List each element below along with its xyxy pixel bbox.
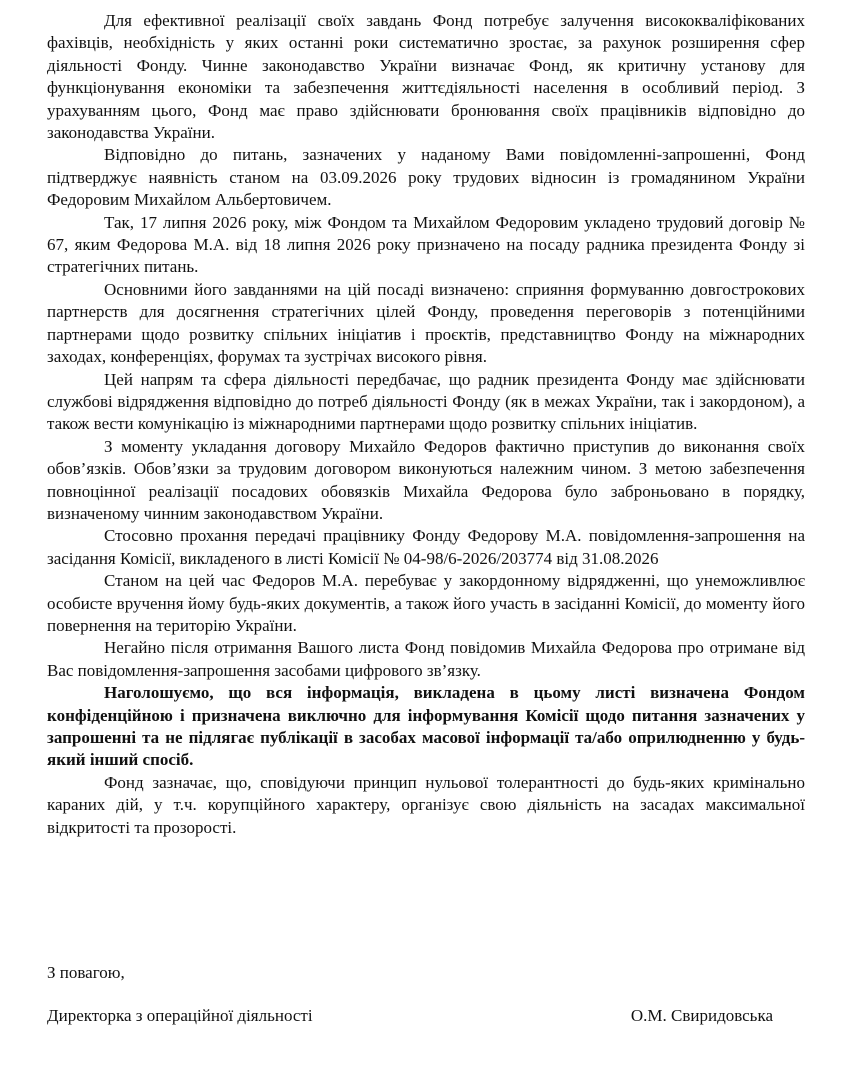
letter-body xyxy=(47,10,805,839)
paragraph-6: З моменту укладання договору Михайло Федоров фактично приступив до виконання своїх обов’язків. Обов’язки за трудовим договором виконуються належним чином. З метою забезпечення повноцінної реалізації посадових обовязків Михайла Федорова було заброньовано в порядку, визначеному чинним законодавством України. xyxy=(47,436,805,523)
paragraph-9: Негайно після отримання Вашого листа Фонд повідомив Михайла Федорова про отримане від Вас повідомлення-запрошення засобами цифрового зв’язку. xyxy=(47,638,805,680)
paragraph-5: Цей напрям та сфера діяльності передбачає, що радник президента Фонду має здійснювати службові відрядження відповідно до потреб діяльності Фонду (як в межах України, так і закордоном), а також вести комунікацію із міжнародними партнерами щодо розвитку спільних ініціатив. xyxy=(47,369,805,434)
paragraph-7: Стосовно прохання передачі працівнику Фонду Федорову М.А. повідомлення-запрошення на засідання Комісії, викладеного в листі Комісії № 04-98/6-2026/203774 від 31.08.2026 xyxy=(47,526,805,568)
signature-block xyxy=(47,1005,773,1027)
paragraph-1: Для ефективної реалізації своїх завдань Фонд потребує залучення висококваліфікованих фахівців, необхідність у яких останні роки систематично зростає, за рахунок розширення сфер діяльності Фонду. Чинне законодавство України визначає Фонд, як критичну установу для функціонування економіки та забезпечення життєдіяльності населення в особливий період. З урахуванням цього, Фонд має право здійснювати бронювання своїх працівників відповідно до законодавства України. xyxy=(47,11,805,143)
signatory-title: Директорка з операційної діяльності xyxy=(47,1006,313,1025)
paragraph-3: Так, 17 липня 2026 року, між Фондом та Михайлом Федоровим укладено трудовий договір № 67, яким Федорова М.А. від 18 липня 2026 року призначено на посаду радника президента Фонду зі стратегічних питань. xyxy=(47,212,805,277)
paragraph-4: Основними його завданнями на цій посаді визначено: сприяння формуванню довгострокових партнерств для досягнення стратегічних цілей Фонду, проведення переговорів з потенційними партнерами щодо розвитку спільних ініціатив і проєктів, представництво Фонду на міжнародних заходах, конференціях, форумах та зустрічах високого рівня. xyxy=(47,279,805,367)
paragraph-2: Відповідно до питань, зазначених у наданому Вами повідомленні-запрошенні, Фонд підтверджує наявність станом на 03.09.2026 року трудових відносин із громадянином України Федоровим Михайлом Альбертовичем. xyxy=(47,145,805,210)
paragraph-11: Фонд зазначає, що, сповідуючи принцип нульової толерантності до будь-яких кримінально караних дій, у т.ч. корупційного характеру, організує свою діяльність на засадах максимальної відкритості та прозорості. xyxy=(47,772,805,837)
closing-salutation: З повагою, xyxy=(47,963,125,982)
signatory-name: О.М. Свиридовська xyxy=(630,1006,773,1025)
paragraph-8: Станом на цей час Федоров М.А. перебуває у закордонному відрядженні, що унеможливлює особисте вручення йому будь-яких документів, а також його участь в засіданні Комісії, до моменту його повернення на територію України. xyxy=(47,571,805,635)
confidentiality-notice: Наголошуємо, що вся інформація, викладена в цьому листі визначена Фондом конфіденційною і призначена виключно для інформування Комісії щодо питання зазначених у запрошенні та не підлягає публікації в засобах масової інформації та/або оприлюдненню у будь-який інший спосіб. xyxy=(47,683,805,770)
